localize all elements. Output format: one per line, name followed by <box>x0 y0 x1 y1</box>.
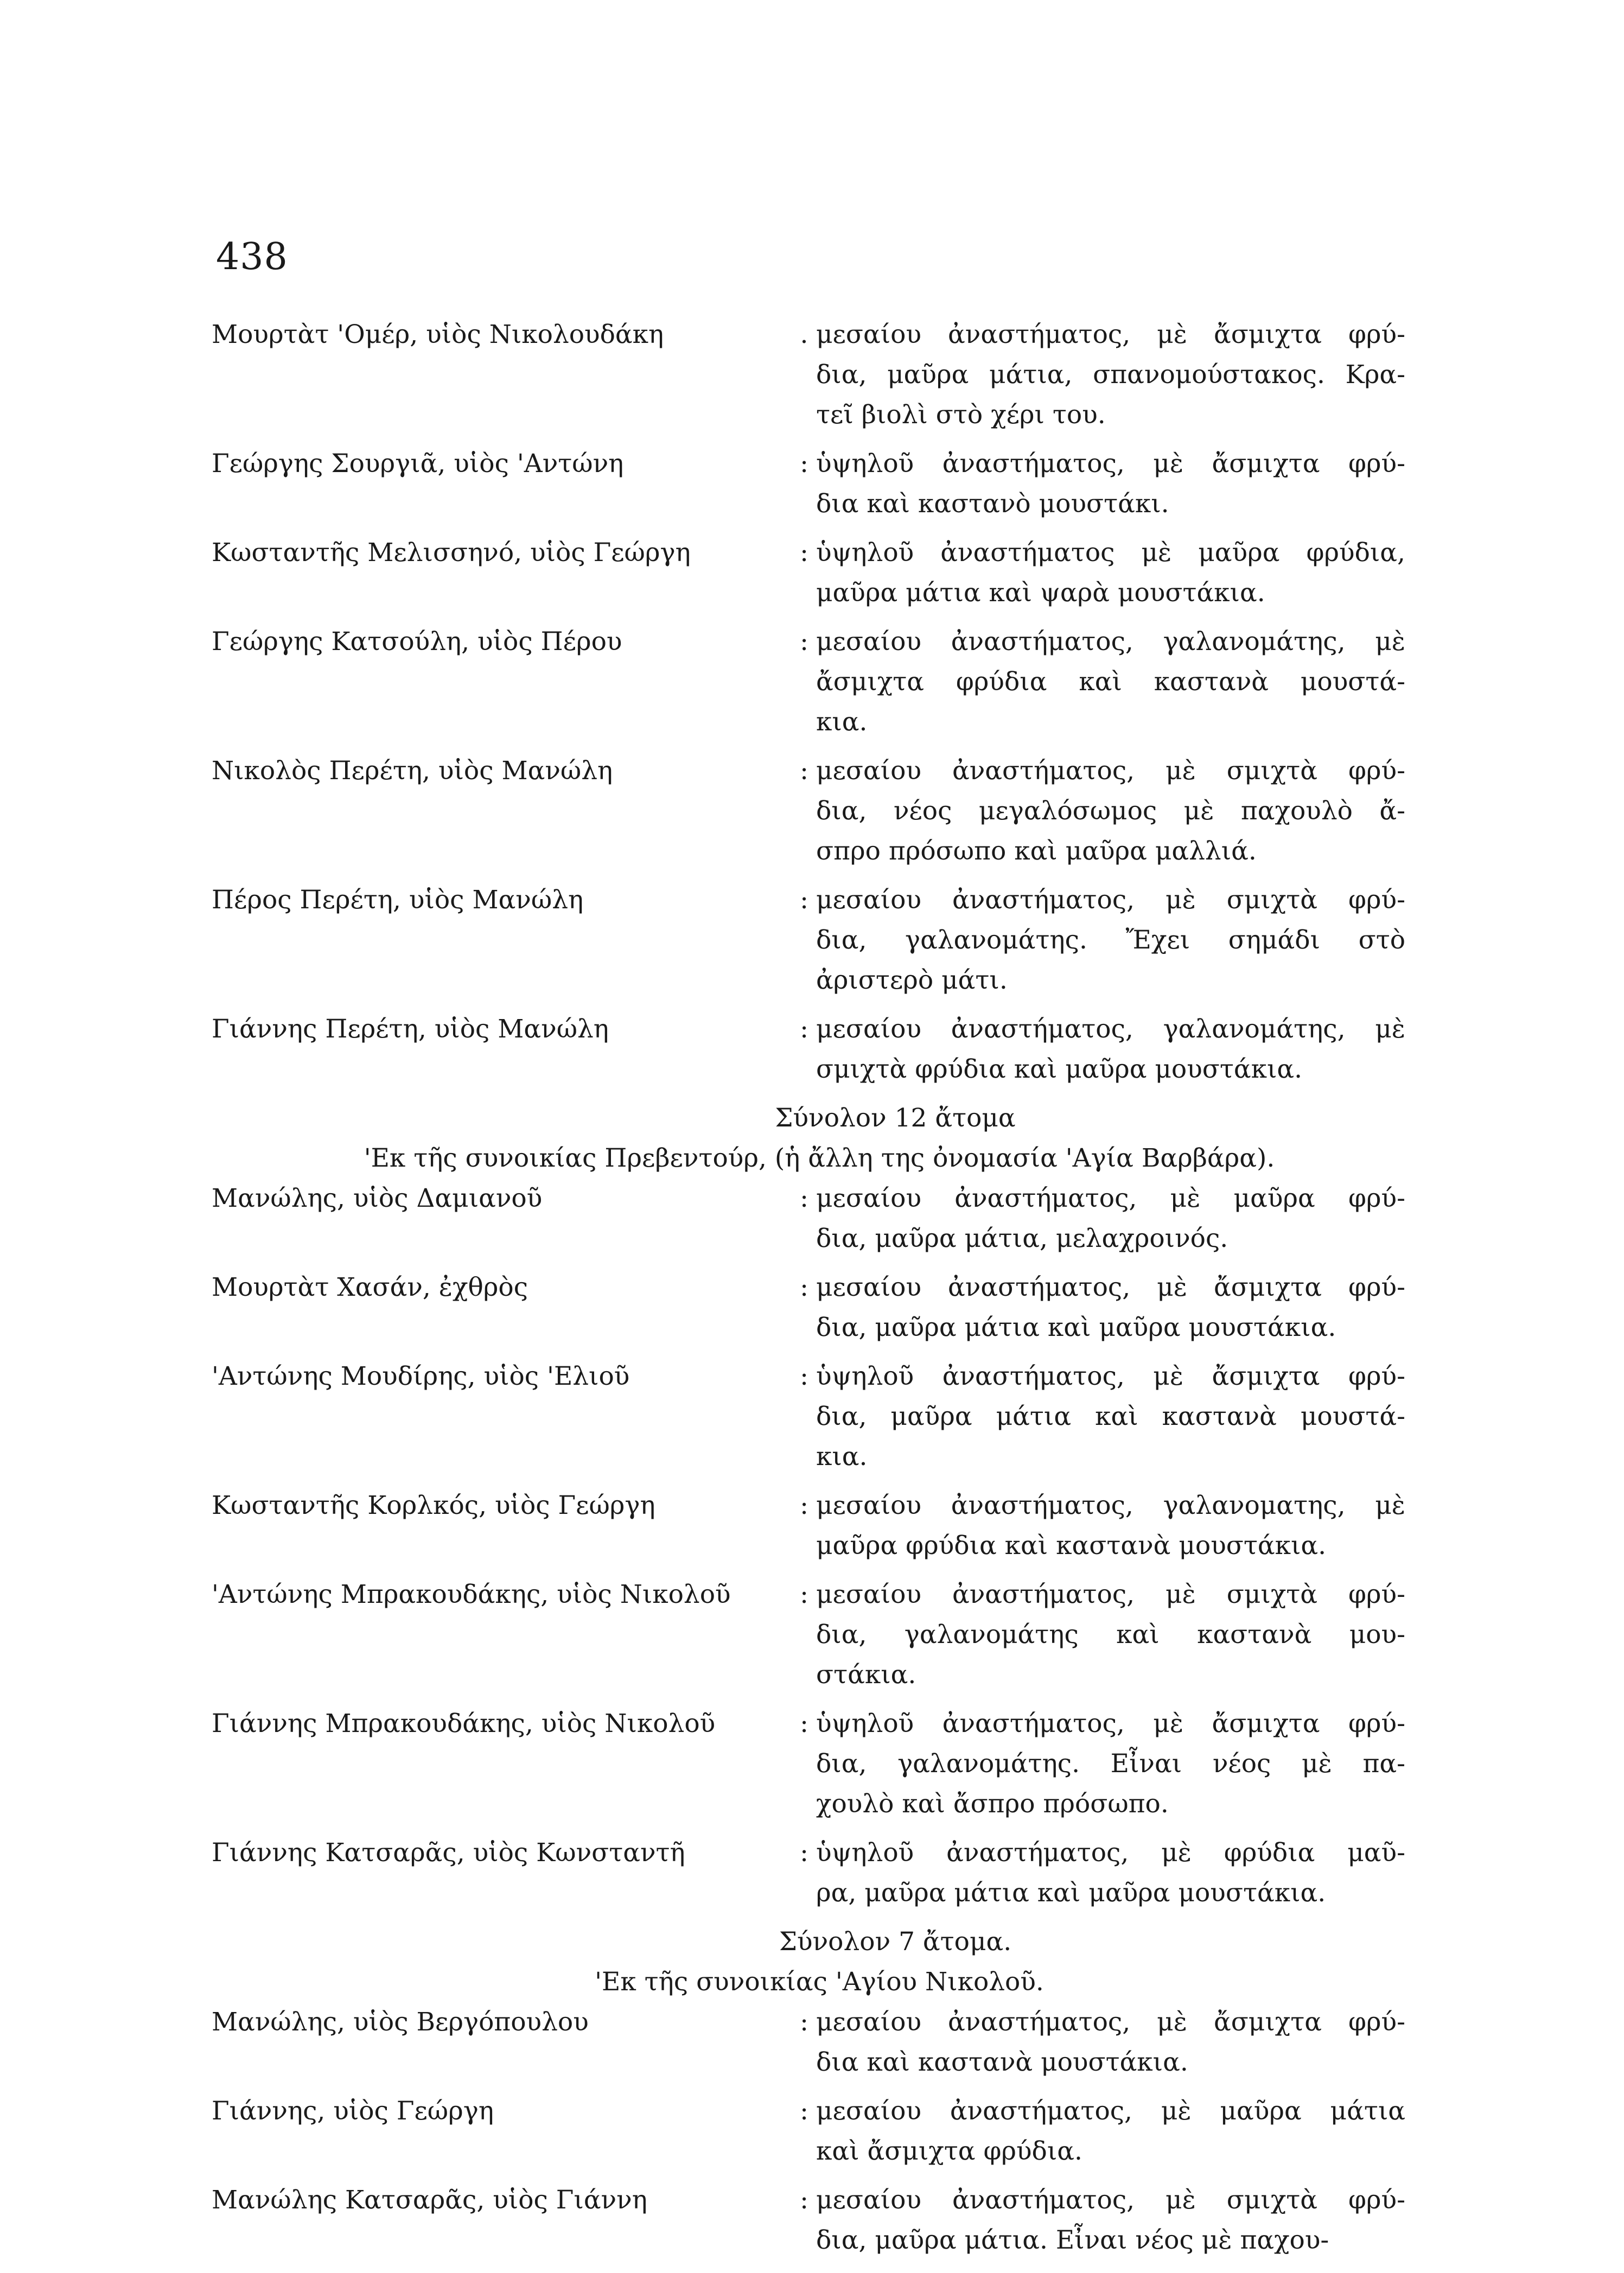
description-line: μεσαίου ἀναστήματος, μὲ μαῦρα μάτια <box>816 2096 1405 2126</box>
description-line: μαῦρα μάτια καὶ ψαρὰ μουστάκια. <box>816 578 1265 608</box>
description-line: μεσαίου ἀναστήματος, μὲ ἄσμιχτα φρύ- <box>816 2007 1405 2037</box>
person-description <box>816 1704 1405 1824</box>
person-entry <box>212 1704 1405 1824</box>
person-entry <box>212 1179 1405 1259</box>
person-name: Μουρτὰτ Χασάν, ἐχθρὸς <box>212 1272 528 1302</box>
person-description <box>816 444 1405 524</box>
person-entry <box>212 1575 1405 1695</box>
person-entry <box>212 2091 1405 2172</box>
description-line: ὑψηλοῦ ἀναστήματος, μὲ ἄσμιχτα φρύ- <box>816 1361 1405 1391</box>
person-description <box>816 1357 1405 1477</box>
description-line: δια, γαλανομάτης. Εἶναι νέος μὲ πα- <box>816 1749 1405 1779</box>
person-description <box>816 315 1405 435</box>
description-line: μεσαίου ἀναστήματος, μὲ σμιχτὰ φρύ- <box>816 885 1405 915</box>
person-name: Κωσταντῆς Μελισσηνό, υἱὸς Γεώργη <box>212 538 691 568</box>
description-line: ἄσμιχτα φρύδια καὶ καστανὰ μουστά- <box>816 667 1405 697</box>
entry-separator: : <box>800 449 808 479</box>
description-line: δια, γαλανομάτης. Ἔχει σημάδι στὸ <box>816 925 1405 955</box>
description-line: μεσαίου ἀναστήματος, γαλανοματης, μὲ <box>816 1491 1405 1520</box>
description-line: ὑψηλοῦ ἀναστήματος, μὲ ἄσμιχτα φρύ- <box>816 1709 1405 1739</box>
person-entry <box>212 444 1405 524</box>
entry-separator: : <box>800 2096 808 2126</box>
description-line: μεσαίου ἀναστήματος, μὲ σμιχτὰ φρύ- <box>816 1580 1405 1609</box>
description-line: στάκια. <box>816 1660 916 1690</box>
person-description <box>816 1833 1405 1913</box>
person-entry <box>212 1268 1405 1348</box>
person-description <box>816 1575 1405 1695</box>
description-line: δια, γαλανομάτης καὶ καστανὰ μου- <box>816 1620 1405 1650</box>
entry-separator: : <box>800 2185 808 2215</box>
description-line: κια. <box>816 1442 868 1472</box>
description-line: ὑψηλοῦ ἀναστήματος, μὲ φρύδια μαῦ- <box>816 1838 1405 1868</box>
person-name: Πέρος Περέτη, υἱὸς Μανώλη <box>212 885 584 915</box>
entry-separator: : <box>800 1491 808 1520</box>
person-entry <box>212 622 1405 742</box>
person-description <box>816 880 1405 1001</box>
person-description <box>816 2091 1405 2172</box>
description-line: ὑψηλοῦ ἀναστήματος, μὲ ἄσμιχτα φρύ- <box>816 449 1405 479</box>
entry-separator: : <box>800 627 808 657</box>
person-name: 'Αντώνης Μπρακουδάκης, υἱὸς Νικολοῦ <box>212 1580 731 1609</box>
person-description <box>816 2180 1405 2261</box>
person-entry <box>212 1009 1405 1090</box>
person-name: Μανώλης, υἱὸς Βεργόπουλου <box>212 2007 589 2037</box>
entry-separator: : <box>800 1838 808 1868</box>
description-line: δια, νέος μεγαλόσωμος μὲ παχουλὸ ἄ- <box>816 796 1405 826</box>
description-line: δια, μαῦρα μάτια. Εἶναι νέος μὲ παχου- <box>816 2225 1329 2255</box>
entry-separator: . <box>800 320 808 349</box>
person-description <box>816 1268 1405 1348</box>
description-line: σπρο πρόσωπο καὶ μαῦρα μαλλιά. <box>816 836 1257 866</box>
person-name: Μουρτὰτ 'Ομέρ, υἱὸς Νικολουδάκη <box>212 320 664 349</box>
entry-separator: : <box>800 1014 808 1044</box>
description-line: μαῦρα φρύδια καὶ καστανὰ μουστάκια. <box>816 1531 1327 1561</box>
description-line: τεῖ βιολὶ στὸ χέρι του. <box>816 400 1106 430</box>
person-name: Γιάννης Κατσαρᾶς, υἱὸς Κωνσταντῆ <box>212 1838 685 1868</box>
section-total: Σύνολον 7 ἄτομα. <box>779 1927 1012 1957</box>
person-entry <box>212 2180 1405 2261</box>
description-line: δια, μαῦρα μάτια καὶ μαῦρα μουστάκια. <box>816 1313 1336 1342</box>
entry-separator: : <box>800 1183 808 1213</box>
person-name: Γιάννης Περέτη, υἱὸς Μανώλη <box>212 1014 609 1044</box>
person-entry <box>212 1486 1405 1566</box>
page-number: 438 <box>216 235 288 278</box>
description-line: δια, μαῦρα μάτια καὶ καστανὰ μουστά- <box>816 1402 1405 1431</box>
description-line: δια καὶ καστανὰ μουστάκια. <box>816 2047 1188 2077</box>
description-line: μεσαίου ἀναστήματος, μὲ μαῦρα φρύ- <box>816 1183 1405 1213</box>
person-name: Γεώργης Κατσούλη, υἱὸς Πέρου <box>212 627 622 657</box>
description-line: ἀριστερὸ μάτι. <box>816 965 1008 995</box>
description-line: δια καὶ καστανὸ μουστάκι. <box>816 489 1169 519</box>
person-entry <box>212 751 1405 871</box>
person-description <box>816 533 1405 613</box>
description-line: κια. <box>816 707 868 737</box>
person-name: Νικολὸς Περέτη, υἱὸς Μανώλη <box>212 756 613 786</box>
person-name: Γεώργης Σουργιᾶ, υἱὸς 'Αντώνη <box>212 449 624 479</box>
person-name: Μανώλης, υἱὸς Δαμιανοῦ <box>212 1183 543 1213</box>
person-description <box>816 622 1405 742</box>
person-name: 'Αντώνης Μουδίρης, υἱὸς 'Ελιοῦ <box>212 1361 630 1391</box>
section-total: Σύνολον 12 ἄτομα <box>775 1103 1016 1133</box>
entry-separator: : <box>800 1709 808 1739</box>
entry-separator: : <box>800 1580 808 1609</box>
document-body <box>212 315 1405 2269</box>
person-description <box>816 1179 1405 1259</box>
description-line: μεσαίου ἀναστήματος, γαλανομάτης, μὲ <box>816 627 1405 657</box>
description-line: δια, μαῦρα μάτια, σπανομούστακος. Κρα- <box>816 360 1405 390</box>
neighbourhood-heading: 'Εκ τῆς συνοικίας Πρεβεντούρ, (ἡ ἄλλη της ὀνομασία 'Αγία Βαρβάρα). <box>364 1143 1275 1173</box>
description-line: ὑψηλοῦ ἀναστήματος μὲ μαῦρα φρύδια, <box>816 538 1405 568</box>
description-line: μεσαίου ἀναστήματος, μὲ ἄσμιχτα φρύ- <box>816 320 1405 349</box>
person-entry <box>212 1833 1405 1913</box>
description-line: μεσαίου ἀναστήματος, γαλανομάτης, μὲ <box>816 1014 1405 1044</box>
person-entry <box>212 533 1405 613</box>
description-line: μεσαίου ἀναστήματος, μὲ σμιχτὰ φρύ- <box>816 2185 1405 2215</box>
description-line: μεσαίου ἀναστήματος, μὲ ἄσμιχτα φρύ- <box>816 1272 1405 1302</box>
person-entry <box>212 315 1405 435</box>
person-entry <box>212 2002 1405 2083</box>
person-entry <box>212 1357 1405 1477</box>
description-line: σμιχτὰ φρύδια καὶ μαῦρα μουστάκια. <box>816 1054 1303 1084</box>
person-name: Γιάννης Μπρακουδάκης, υἱὸς Νικολοῦ <box>212 1709 716 1739</box>
neighbourhood-heading: 'Εκ τῆς συνοικίας 'Αγίου Νικολοῦ. <box>595 1967 1044 1997</box>
person-name: Γιάννης, υἱὸς Γεώργη <box>212 2096 494 2126</box>
person-description <box>816 751 1405 871</box>
person-name: Κωσταντῆς Κορλκός, υἱὸς Γεώργη <box>212 1491 655 1520</box>
person-description <box>816 1009 1405 1090</box>
entry-separator: : <box>800 885 808 915</box>
person-description <box>816 2002 1405 2083</box>
description-line: χουλὸ καὶ ἄσπρο πρόσωπο. <box>816 1789 1169 1819</box>
description-line: δια, μαῦρα μάτια, μελαχροινός. <box>816 1224 1228 1253</box>
description-line: ρα, μαῦρα μάτια καὶ μαῦρα μουστάκια. <box>816 1878 1326 1908</box>
entry-separator: : <box>800 1272 808 1302</box>
entry-separator: : <box>800 538 808 568</box>
entry-separator: : <box>800 756 808 786</box>
entry-separator: : <box>800 1361 808 1391</box>
person-description <box>816 1486 1405 1566</box>
person-entry <box>212 880 1405 1001</box>
description-line: μεσαίου ἀναστήματος, μὲ σμιχτὰ φρύ- <box>816 756 1405 786</box>
person-name: Μανώλης Κατσαρᾶς, υἱὸς Γιάννη <box>212 2185 647 2215</box>
entry-separator: : <box>800 2007 808 2037</box>
description-line: καὶ ἄσμιχτα φρύδια. <box>816 2136 1082 2166</box>
